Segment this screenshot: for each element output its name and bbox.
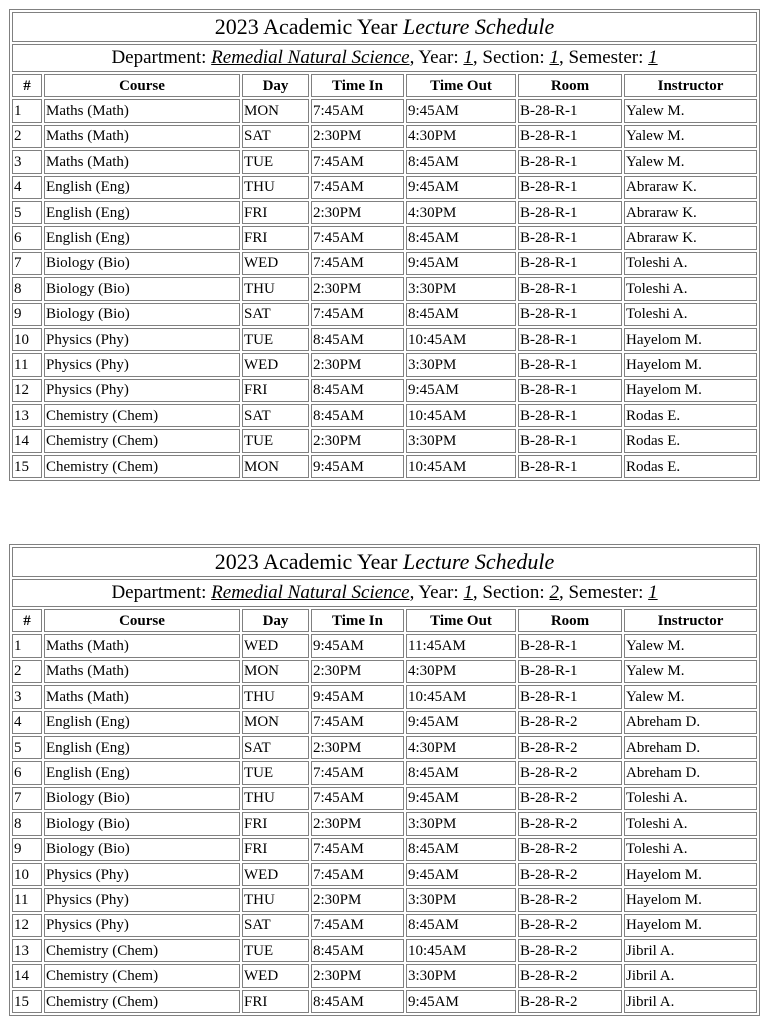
room-cell: B-28-R-1: [518, 353, 622, 376]
row-number: 3: [12, 685, 42, 708]
course-cell: Chemistry (Chem): [44, 429, 240, 452]
table-row: [12, 125, 757, 148]
table-row: [12, 201, 757, 224]
schedule-subtitle: Department: Remedial Natural Science, Year: 1, Section: 1, Semester: 1: [12, 44, 757, 72]
time-in-cell: 2:30PM: [311, 964, 404, 987]
row-number: 12: [12, 379, 42, 402]
course-cell: Biology (Bio): [44, 838, 240, 861]
course-cell: Biology (Bio): [44, 252, 240, 275]
department-value: Remedial Natural Science: [211, 47, 410, 68]
table-row: [12, 429, 757, 452]
room-cell: B-28-R-2: [518, 711, 622, 734]
time-in-cell: 7:45AM: [311, 863, 404, 886]
table-row: [12, 99, 757, 122]
time-out-cell: 10:45AM: [406, 328, 516, 351]
time-out-cell: 8:45AM: [406, 838, 516, 861]
time-in-cell: 7:45AM: [311, 838, 404, 861]
instructor-cell: Hayelom M.: [624, 914, 757, 937]
table-row: [12, 838, 757, 861]
room-cell: B-28-R-1: [518, 660, 622, 683]
course-cell: Chemistry (Chem): [44, 990, 240, 1013]
col-header-room: Room: [518, 74, 622, 97]
time-out-cell: 3:30PM: [406, 964, 516, 987]
table-row: [12, 328, 757, 351]
time-in-cell: 9:45AM: [311, 455, 404, 478]
col-header-time-out: Time Out: [406, 74, 516, 97]
time-in-cell: 7:45AM: [311, 914, 404, 937]
time-out-cell: 8:45AM: [406, 226, 516, 249]
time-in-cell: 2:30PM: [311, 888, 404, 911]
instructor-cell: Hayelom M.: [624, 328, 757, 351]
row-number: 4: [12, 176, 42, 199]
room-cell: B-28-R-2: [518, 736, 622, 759]
day-cell: FRI: [242, 990, 309, 1013]
course-cell: Physics (Phy): [44, 914, 240, 937]
col-header-day: Day: [242, 74, 309, 97]
course-cell: Maths (Math): [44, 634, 240, 657]
instructor-cell: Yalew M.: [624, 660, 757, 683]
year-value: 1: [463, 582, 473, 603]
col-header-number: #: [12, 609, 42, 632]
col-header-time-in: Time In: [311, 74, 404, 97]
col-header-course: Course: [44, 74, 240, 97]
time-in-cell: 2:30PM: [311, 429, 404, 452]
course-cell: English (Eng): [44, 711, 240, 734]
table-row: [12, 711, 757, 734]
instructor-cell: Jibril A.: [624, 939, 757, 962]
time-out-cell: 9:45AM: [406, 176, 516, 199]
row-number: 10: [12, 863, 42, 886]
time-in-cell: 2:30PM: [311, 277, 404, 300]
room-cell: B-28-R-1: [518, 99, 622, 122]
semester-value: 1: [648, 582, 658, 603]
header-row: [12, 74, 757, 97]
row-number: 2: [12, 660, 42, 683]
row-number: 12: [12, 914, 42, 937]
table-row: [12, 379, 757, 402]
day-cell: SAT: [242, 736, 309, 759]
time-in-cell: 7:45AM: [311, 150, 404, 173]
room-cell: B-28-R-1: [518, 252, 622, 275]
row-number: 1: [12, 634, 42, 657]
course-cell: Chemistry (Chem): [44, 404, 240, 427]
row-number: 9: [12, 838, 42, 861]
time-out-cell: 9:45AM: [406, 99, 516, 122]
day-cell: THU: [242, 277, 309, 300]
table-row: [12, 787, 757, 810]
room-cell: B-28-R-1: [518, 634, 622, 657]
time-out-cell: 9:45AM: [406, 252, 516, 275]
course-cell: Chemistry (Chem): [44, 939, 240, 962]
course-cell: English (Eng): [44, 736, 240, 759]
row-number: 10: [12, 328, 42, 351]
time-in-cell: 2:30PM: [311, 736, 404, 759]
section-value: 1: [549, 47, 559, 68]
course-cell: English (Eng): [44, 226, 240, 249]
time-in-cell: 9:45AM: [311, 685, 404, 708]
day-cell: SAT: [242, 404, 309, 427]
row-number: 6: [12, 226, 42, 249]
course-cell: Chemistry (Chem): [44, 964, 240, 987]
course-cell: Biology (Bio): [44, 787, 240, 810]
course-cell: English (Eng): [44, 761, 240, 784]
instructor-cell: Yalew M.: [624, 685, 757, 708]
row-number: 1: [12, 99, 42, 122]
time-out-cell: 4:30PM: [406, 201, 516, 224]
course-cell: Biology (Bio): [44, 303, 240, 326]
instructor-cell: Hayelom M.: [624, 888, 757, 911]
instructor-cell: Abraraw K.: [624, 201, 757, 224]
section-value: 2: [549, 582, 559, 603]
course-cell: Biology (Bio): [44, 812, 240, 835]
instructor-cell: Jibril A.: [624, 990, 757, 1013]
time-in-cell: 8:45AM: [311, 404, 404, 427]
day-cell: WED: [242, 964, 309, 987]
course-cell: Physics (Phy): [44, 888, 240, 911]
col-header-number: #: [12, 74, 42, 97]
day-cell: THU: [242, 787, 309, 810]
room-cell: B-28-R-2: [518, 863, 622, 886]
table-row: [12, 761, 757, 784]
row-number: 2: [12, 125, 42, 148]
instructor-cell: Toleshi A.: [624, 252, 757, 275]
course-cell: Maths (Math): [44, 685, 240, 708]
course-cell: Physics (Phy): [44, 353, 240, 376]
day-cell: FRI: [242, 812, 309, 835]
row-number: 15: [12, 455, 42, 478]
day-cell: SAT: [242, 914, 309, 937]
col-header-room: Room: [518, 609, 622, 632]
row-number: 15: [12, 990, 42, 1013]
instructor-cell: Toleshi A.: [624, 812, 757, 835]
instructor-cell: Abraraw K.: [624, 176, 757, 199]
time-in-cell: 7:45AM: [311, 176, 404, 199]
room-cell: B-28-R-1: [518, 429, 622, 452]
table-row: [12, 353, 757, 376]
room-cell: B-28-R-2: [518, 939, 622, 962]
row-number: 9: [12, 303, 42, 326]
day-cell: FRI: [242, 201, 309, 224]
time-out-cell: 8:45AM: [406, 761, 516, 784]
time-in-cell: 8:45AM: [311, 939, 404, 962]
row-number: 5: [12, 736, 42, 759]
course-cell: Biology (Bio): [44, 277, 240, 300]
instructor-cell: Hayelom M.: [624, 353, 757, 376]
instructor-cell: Toleshi A.: [624, 303, 757, 326]
time-out-cell: 10:45AM: [406, 455, 516, 478]
schedule-table-section-2: [9, 544, 760, 1016]
time-in-cell: 7:45AM: [311, 226, 404, 249]
time-out-cell: 8:45AM: [406, 303, 516, 326]
day-cell: FRI: [242, 838, 309, 861]
time-out-cell: 8:45AM: [406, 914, 516, 937]
time-out-cell: 4:30PM: [406, 736, 516, 759]
room-cell: B-28-R-1: [518, 685, 622, 708]
room-cell: B-28-R-2: [518, 914, 622, 937]
course-cell: Physics (Phy): [44, 328, 240, 351]
col-header-time-out: Time Out: [406, 609, 516, 632]
day-cell: THU: [242, 176, 309, 199]
time-in-cell: 9:45AM: [311, 634, 404, 657]
row-number: 5: [12, 201, 42, 224]
schedule-title: 2023 Academic Year Lecture Schedule: [12, 547, 757, 577]
room-cell: B-28-R-1: [518, 379, 622, 402]
row-number: 7: [12, 787, 42, 810]
time-in-cell: 7:45AM: [311, 99, 404, 122]
row-number: 6: [12, 761, 42, 784]
row-number: 11: [12, 888, 42, 911]
course-cell: Maths (Math): [44, 150, 240, 173]
time-in-cell: 8:45AM: [311, 990, 404, 1013]
course-cell: Maths (Math): [44, 99, 240, 122]
instructor-cell: Yalew M.: [624, 634, 757, 657]
room-cell: B-28-R-2: [518, 761, 622, 784]
time-in-cell: 7:45AM: [311, 252, 404, 275]
instructor-cell: Toleshi A.: [624, 787, 757, 810]
instructor-cell: Hayelom M.: [624, 863, 757, 886]
day-cell: FRI: [242, 379, 309, 402]
instructor-cell: Yalew M.: [624, 125, 757, 148]
instructor-cell: Hayelom M.: [624, 379, 757, 402]
day-cell: MON: [242, 711, 309, 734]
col-header-instructor: Instructor: [624, 609, 757, 632]
room-cell: B-28-R-2: [518, 964, 622, 987]
instructor-cell: Rodas E.: [624, 404, 757, 427]
table-row: [12, 914, 757, 937]
time-in-cell: 7:45AM: [311, 761, 404, 784]
course-cell: Maths (Math): [44, 660, 240, 683]
time-in-cell: 7:45AM: [311, 711, 404, 734]
time-out-cell: 3:30PM: [406, 429, 516, 452]
table-row: [12, 888, 757, 911]
col-header-time-in: Time In: [311, 609, 404, 632]
table-row: [12, 404, 757, 427]
table-row: [12, 455, 757, 478]
course-cell: English (Eng): [44, 201, 240, 224]
table-row: [12, 736, 757, 759]
day-cell: THU: [242, 685, 309, 708]
course-cell: Physics (Phy): [44, 379, 240, 402]
instructor-cell: Jibril A.: [624, 964, 757, 987]
row-number: 4: [12, 711, 42, 734]
table-row: [12, 863, 757, 886]
department-value: Remedial Natural Science: [211, 582, 410, 603]
time-in-cell: 2:30PM: [311, 125, 404, 148]
day-cell: WED: [242, 634, 309, 657]
day-cell: MON: [242, 455, 309, 478]
time-out-cell: 11:45AM: [406, 634, 516, 657]
time-out-cell: 4:30PM: [406, 660, 516, 683]
instructor-cell: Abreham D.: [624, 736, 757, 759]
time-out-cell: 10:45AM: [406, 939, 516, 962]
day-cell: THU: [242, 888, 309, 911]
time-out-cell: 9:45AM: [406, 787, 516, 810]
instructor-cell: Rodas E.: [624, 455, 757, 478]
room-cell: B-28-R-2: [518, 812, 622, 835]
room-cell: B-28-R-1: [518, 176, 622, 199]
table-row: [12, 226, 757, 249]
time-in-cell: 7:45AM: [311, 303, 404, 326]
time-out-cell: 9:45AM: [406, 711, 516, 734]
time-out-cell: 9:45AM: [406, 990, 516, 1013]
room-cell: B-28-R-1: [518, 226, 622, 249]
time-in-cell: 2:30PM: [311, 812, 404, 835]
row-number: 11: [12, 353, 42, 376]
row-number: 7: [12, 252, 42, 275]
day-cell: TUE: [242, 939, 309, 962]
table-row: [12, 939, 757, 962]
room-cell: B-28-R-1: [518, 455, 622, 478]
time-out-cell: 9:45AM: [406, 863, 516, 886]
schedule-title: 2023 Academic Year Lecture Schedule: [12, 12, 757, 42]
day-cell: WED: [242, 252, 309, 275]
time-in-cell: 7:45AM: [311, 787, 404, 810]
row-number: 8: [12, 277, 42, 300]
time-out-cell: 3:30PM: [406, 812, 516, 835]
day-cell: MON: [242, 660, 309, 683]
time-out-cell: 8:45AM: [406, 150, 516, 173]
schedule-table-section-1: [9, 9, 760, 481]
room-cell: B-28-R-2: [518, 787, 622, 810]
room-cell: B-28-R-2: [518, 888, 622, 911]
room-cell: B-28-R-1: [518, 125, 622, 148]
header-row: [12, 609, 757, 632]
semester-value: 1: [648, 47, 658, 68]
time-in-cell: 2:30PM: [311, 660, 404, 683]
time-in-cell: 8:45AM: [311, 328, 404, 351]
time-in-cell: 2:30PM: [311, 353, 404, 376]
time-out-cell: 3:30PM: [406, 888, 516, 911]
row-number: 13: [12, 404, 42, 427]
day-cell: SAT: [242, 303, 309, 326]
day-cell: WED: [242, 863, 309, 886]
instructor-cell: Abreham D.: [624, 711, 757, 734]
table-row: [12, 150, 757, 173]
course-cell: Physics (Phy): [44, 863, 240, 886]
room-cell: B-28-R-1: [518, 201, 622, 224]
day-cell: WED: [242, 353, 309, 376]
room-cell: B-28-R-1: [518, 277, 622, 300]
instructor-cell: Abreham D.: [624, 761, 757, 784]
row-number: 13: [12, 939, 42, 962]
table-row: [12, 990, 757, 1013]
table-row: [12, 277, 757, 300]
day-cell: TUE: [242, 429, 309, 452]
row-number: 3: [12, 150, 42, 173]
instructor-cell: Yalew M.: [624, 150, 757, 173]
time-out-cell: 10:45AM: [406, 685, 516, 708]
room-cell: B-28-R-1: [518, 404, 622, 427]
time-in-cell: 2:30PM: [311, 201, 404, 224]
table-row: [12, 634, 757, 657]
course-cell: Maths (Math): [44, 125, 240, 148]
time-in-cell: 8:45AM: [311, 379, 404, 402]
day-cell: FRI: [242, 226, 309, 249]
time-out-cell: 4:30PM: [406, 125, 516, 148]
col-header-course: Course: [44, 609, 240, 632]
table-row: [12, 685, 757, 708]
time-out-cell: 3:30PM: [406, 353, 516, 376]
col-header-instructor: Instructor: [624, 74, 757, 97]
instructor-cell: Abraraw K.: [624, 226, 757, 249]
instructor-cell: Toleshi A.: [624, 277, 757, 300]
row-number: 14: [12, 429, 42, 452]
table-row: [12, 252, 757, 275]
room-cell: B-28-R-2: [518, 838, 622, 861]
table-row: [12, 660, 757, 683]
table-row: [12, 964, 757, 987]
time-out-cell: 10:45AM: [406, 404, 516, 427]
day-cell: TUE: [242, 328, 309, 351]
room-cell: B-28-R-1: [518, 328, 622, 351]
col-header-day: Day: [242, 609, 309, 632]
table-row: [12, 812, 757, 835]
room-cell: B-28-R-1: [518, 150, 622, 173]
day-cell: SAT: [242, 125, 309, 148]
instructor-cell: Yalew M.: [624, 99, 757, 122]
schedule-subtitle: Department: Remedial Natural Science, Year: 1, Section: 2, Semester: 1: [12, 579, 757, 607]
day-cell: TUE: [242, 761, 309, 784]
row-number: 14: [12, 964, 42, 987]
table-row: [12, 176, 757, 199]
time-out-cell: 3:30PM: [406, 277, 516, 300]
room-cell: B-28-R-2: [518, 990, 622, 1013]
instructor-cell: Toleshi A.: [624, 838, 757, 861]
course-cell: English (Eng): [44, 176, 240, 199]
table-row: [12, 303, 757, 326]
day-cell: TUE: [242, 150, 309, 173]
room-cell: B-28-R-1: [518, 303, 622, 326]
time-out-cell: 9:45AM: [406, 379, 516, 402]
day-cell: MON: [242, 99, 309, 122]
row-number: 8: [12, 812, 42, 835]
instructor-cell: Rodas E.: [624, 429, 757, 452]
year-value: 1: [463, 47, 473, 68]
course-cell: Chemistry (Chem): [44, 455, 240, 478]
